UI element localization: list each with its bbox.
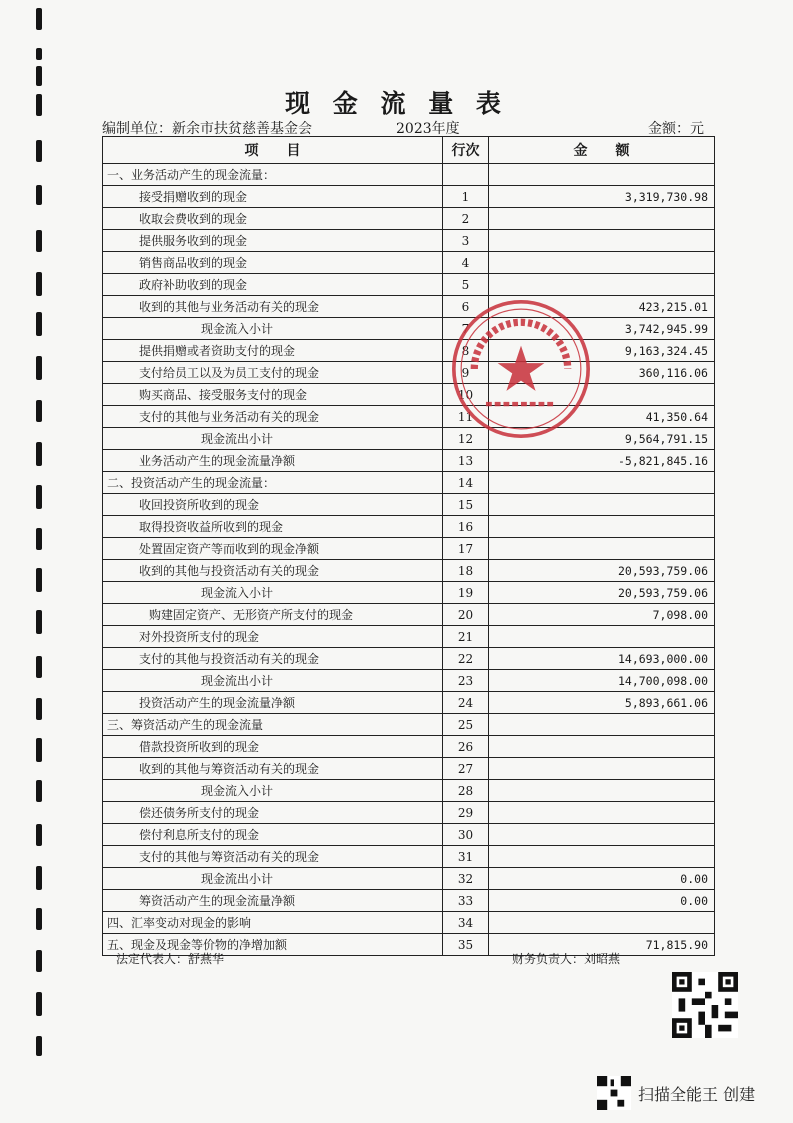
row-item-label: 现金流入小计	[103, 582, 443, 604]
row-amount: 0.00	[489, 868, 715, 890]
row-line-number: 27	[443, 758, 489, 780]
row-line-number: 8	[443, 340, 489, 362]
table-row	[103, 560, 715, 582]
row-line-number: 23	[443, 670, 489, 692]
table-row	[103, 758, 715, 780]
table-header-row	[103, 137, 715, 164]
table-row	[103, 626, 715, 648]
row-item-label: 处置固定资产等而收到的现金净额	[103, 538, 443, 560]
row-line-number: 24	[443, 692, 489, 714]
row-item-label: 五、现金及现金等价物的净增加额	[103, 934, 443, 956]
row-item-label: 四、汇率变动对现金的影响	[103, 912, 443, 934]
row-amount: 41,350.64	[489, 406, 715, 428]
table-row	[103, 714, 715, 736]
row-line-number: 34	[443, 912, 489, 934]
table-row	[103, 472, 715, 494]
row-line-number: 22	[443, 648, 489, 670]
row-amount: -5,821,845.16	[489, 450, 715, 472]
row-line-number: 30	[443, 824, 489, 846]
row-item-label: 支付的其他与业务活动有关的现金	[103, 406, 443, 428]
row-item-label: 销售商品收到的现金	[103, 252, 443, 274]
row-amount	[489, 252, 715, 274]
row-item-label: 偿付利息所支付的现金	[103, 824, 443, 846]
row-amount	[489, 714, 715, 736]
table-row	[103, 252, 715, 274]
row-line-number: 18	[443, 560, 489, 582]
row-item-label: 提供捐赠或者资助支付的现金	[103, 340, 443, 362]
row-line-number	[443, 164, 489, 186]
row-item-label: 现金流出小计	[103, 868, 443, 890]
cash-flow-table	[102, 136, 715, 956]
table-row	[103, 384, 715, 406]
row-item-label: 三、筹资活动产生的现金流量	[103, 714, 443, 736]
row-item-label: 现金流入小计	[103, 780, 443, 802]
row-item-label: 接受捐赠收到的现金	[103, 186, 443, 208]
row-line-number: 7	[443, 318, 489, 340]
row-line-number: 35	[443, 934, 489, 956]
row-item-label: 购建固定资产、无形资产所支付的现金	[103, 604, 443, 626]
table-row	[103, 406, 715, 428]
row-line-number: 17	[443, 538, 489, 560]
row-item-label: 对外投资所支付的现金	[103, 626, 443, 648]
row-item-label: 取得投资收益所收到的现金	[103, 516, 443, 538]
table-row	[103, 846, 715, 868]
legal-representative: 法定代表人：舒燕华	[116, 952, 225, 966]
row-line-number: 3	[443, 230, 489, 252]
row-amount	[489, 164, 715, 186]
row-item-label: 收取会费收到的现金	[103, 208, 443, 230]
row-amount	[489, 758, 715, 780]
row-amount	[489, 626, 715, 648]
row-amount: 9,163,324.45	[489, 340, 715, 362]
row-amount: 7,098.00	[489, 604, 715, 626]
row-amount	[489, 516, 715, 538]
row-amount: 0.00	[489, 890, 715, 912]
row-line-number: 16	[443, 516, 489, 538]
row-item-label: 收到的其他与筹资活动有关的现金	[103, 758, 443, 780]
table-row	[103, 582, 715, 604]
row-line-number: 29	[443, 802, 489, 824]
table-row	[103, 604, 715, 626]
row-amount	[489, 274, 715, 296]
row-amount	[489, 802, 715, 824]
row-line-number: 6	[443, 296, 489, 318]
table-row	[103, 318, 715, 340]
row-amount	[489, 824, 715, 846]
row-line-number: 19	[443, 582, 489, 604]
row-amount	[489, 912, 715, 934]
row-item-label: 现金流入小计	[103, 318, 443, 340]
row-amount: 3,742,945.99	[489, 318, 715, 340]
row-line-number: 1	[443, 186, 489, 208]
table-row	[103, 868, 715, 890]
row-amount: 71,815.90	[489, 934, 715, 956]
header-amount: 金 额	[489, 137, 715, 164]
row-amount: 20,593,759.06	[489, 582, 715, 604]
table-row	[103, 890, 715, 912]
table-row	[103, 362, 715, 384]
row-line-number: 4	[443, 252, 489, 274]
table-row	[103, 648, 715, 670]
row-amount: 14,693,000.00	[489, 648, 715, 670]
table-row	[103, 450, 715, 472]
row-item-label: 购买商品、接受服务支付的现金	[103, 384, 443, 406]
table-row	[103, 692, 715, 714]
row-line-number: 20	[443, 604, 489, 626]
row-amount	[489, 736, 715, 758]
row-item-label: 现金流出小计	[103, 428, 443, 450]
finance-officer: 财务负责人：刘昭燕	[512, 952, 621, 966]
row-amount	[489, 846, 715, 868]
table-row	[103, 824, 715, 846]
row-item-label: 筹资活动产生的现金流量净额	[103, 890, 443, 912]
row-line-number: 10	[443, 384, 489, 406]
table-row	[103, 516, 715, 538]
row-amount	[489, 208, 715, 230]
currency-unit: 金额：元	[648, 121, 704, 137]
row-amount	[489, 494, 715, 516]
scanner-qr-icon	[597, 1076, 631, 1110]
row-item-label: 收到的其他与投资活动有关的现金	[103, 560, 443, 582]
table-row	[103, 230, 715, 252]
row-item-label: 支付给员工以及为员工支付的现金	[103, 362, 443, 384]
row-item-label: 投资活动产生的现金流量净额	[103, 692, 443, 714]
row-item-label: 二、投资活动产生的现金流量：	[103, 472, 443, 494]
row-line-number: 26	[443, 736, 489, 758]
table-row	[103, 164, 715, 186]
row-line-number: 5	[443, 274, 489, 296]
table-row	[103, 912, 715, 934]
row-line-number: 13	[443, 450, 489, 472]
table-row	[103, 208, 715, 230]
header-item: 项 目	[103, 137, 443, 164]
reporting-unit: 编制单位：新余市扶贫慈善基金会	[102, 121, 312, 137]
row-amount	[489, 472, 715, 494]
row-line-number: 32	[443, 868, 489, 890]
table-row	[103, 736, 715, 758]
row-line-number: 2	[443, 208, 489, 230]
row-amount: 9,564,791.15	[489, 428, 715, 450]
row-item-label: 一、业务活动产生的现金流量：	[103, 164, 443, 186]
row-item-label: 支付的其他与筹资活动有关的现金	[103, 846, 443, 868]
row-line-number: 12	[443, 428, 489, 450]
row-line-number: 33	[443, 890, 489, 912]
row-line-number: 25	[443, 714, 489, 736]
table-row	[103, 296, 715, 318]
row-amount: 423,215.01	[489, 296, 715, 318]
table-row	[103, 340, 715, 362]
row-line-number: 21	[443, 626, 489, 648]
row-line-number: 28	[443, 780, 489, 802]
table-row	[103, 186, 715, 208]
official-seal-stamp	[448, 296, 594, 442]
table-row	[103, 428, 715, 450]
row-item-label: 支付的其他与投资活动有关的现金	[103, 648, 443, 670]
header-row-number: 行次	[443, 137, 489, 164]
table-row	[103, 538, 715, 560]
row-amount	[489, 538, 715, 560]
table-row	[103, 670, 715, 692]
row-line-number: 9	[443, 362, 489, 384]
row-amount: 3,319,730.98	[489, 186, 715, 208]
row-amount	[489, 230, 715, 252]
row-item-label: 收回投资所收到的现金	[103, 494, 443, 516]
table-row	[103, 802, 715, 824]
row-line-number: 31	[443, 846, 489, 868]
table-row	[103, 274, 715, 296]
row-item-label: 收到的其他与业务活动有关的现金	[103, 296, 443, 318]
row-line-number: 15	[443, 494, 489, 516]
row-item-label: 提供服务收到的现金	[103, 230, 443, 252]
row-amount: 5,893,661.06	[489, 692, 715, 714]
fiscal-year: 2023年度	[396, 121, 460, 137]
page-title: 现 金 流 量 表	[285, 89, 508, 118]
scanner-watermark: 扫描全能王 创建	[638, 1085, 756, 1104]
row-item-label: 借款投资所收到的现金	[103, 736, 443, 758]
row-amount	[489, 780, 715, 802]
table-row	[103, 780, 715, 802]
row-item-label: 现金流出小计	[103, 670, 443, 692]
row-amount: 20,593,759.06	[489, 560, 715, 582]
qr-code-icon	[670, 972, 740, 1038]
row-line-number: 11	[443, 406, 489, 428]
row-amount: 360,116.06	[489, 362, 715, 384]
row-amount: 14,700,098.00	[489, 670, 715, 692]
row-item-label: 业务活动产生的现金流量净额	[103, 450, 443, 472]
row-line-number: 14	[443, 472, 489, 494]
row-item-label: 偿还债务所支付的现金	[103, 802, 443, 824]
row-item-label: 政府补助收到的现金	[103, 274, 443, 296]
table-row	[103, 494, 715, 516]
